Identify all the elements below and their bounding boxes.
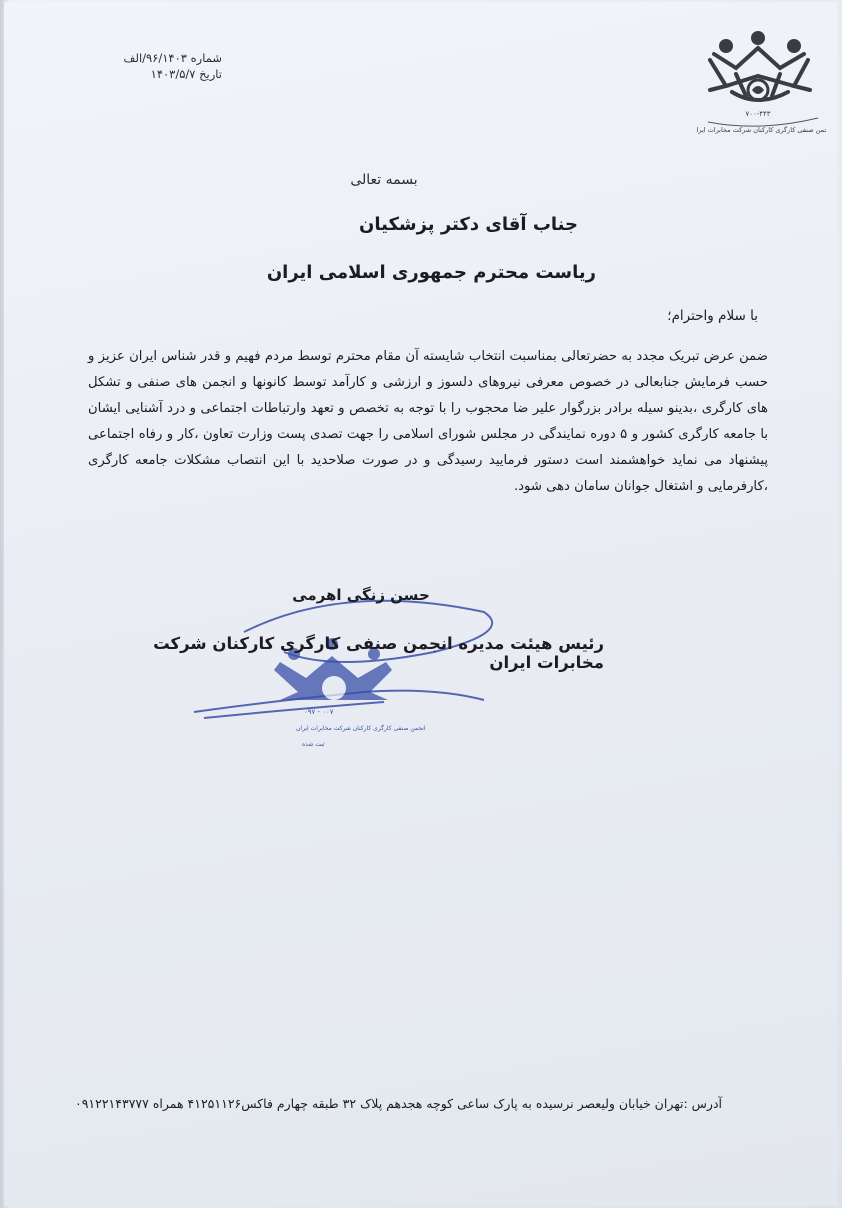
signer-title: رئیس هیئت مدیره انجمن صنفی کارگری کارکنان شرکت مخابرات ایران xyxy=(153,634,604,672)
letter-date: تاریخ ۱۴۰۳/۵/۷ xyxy=(150,67,222,81)
svg-text:انجمن صنفی کارگری کارکنان شرکت: انجمن صنفی کارگری کارکنان شرکت مخابرات ایران xyxy=(296,725,426,732)
greeting: با سلام واحترام؛ xyxy=(667,308,758,324)
union-emblem-icon xyxy=(696,30,826,158)
logo-caption: انجمن صنفی کارگری کارکنان شرکت مخابرات ایران xyxy=(696,126,826,134)
addressee-name: جناب آقای دکتر پزشکیان xyxy=(358,214,578,235)
official-stamp-icon xyxy=(184,592,514,762)
letter-page xyxy=(4,2,838,1206)
svg-text:ثبت شده: ثبت شده xyxy=(302,741,325,748)
letter-number: شماره ۹۶/۱۴۰۳/الف xyxy=(123,51,222,65)
signer-name: حسن زنگی اهرمی xyxy=(292,586,430,604)
bismillah: بسمه تعالی xyxy=(350,172,418,188)
footer-address: آدرس :تهران خیابان ولیعصر نرسیده به پارک ساعی کوچه هجدهم پلاک ۳۲ طبقه چهارم فاکس۴۱۲۵۱۱۲۶ همراه ۰۹۱۲۲۱۴۳۷۷۷ xyxy=(74,1096,722,1111)
svg-text:۷۰۰-۴۴۳: ۷۰۰-۴۴۳ xyxy=(745,110,771,118)
reference-block xyxy=(112,50,222,82)
letter-body: ضمن عرض تبریک مجدد به حضرتعالی بمناسبت انتخاب شایسته آن مقام محترم توسط مردم فهیم و قدر شناس ایران عزیز و حسب فرمایش جنابعالی در خصوص معرفی نیروهای دلسوز و ارزشی و کارآمد توسط کانونها و انجمن های صنفی و تشکل های کارگری ،بدینو سیله برادر بزرگوار علیر ضا محجوب را با توجه به تخصص و تعهد وارتباطات اجتماعی و درد آشنایی ایشان با جامعه کارگری کشور و ۵ دوره نمایندگی در مجلس شورای اسلامی را جهت تصدی پست وزارت تعاون ،کار و رفاه اجتماعی پیشنهاد می نماید خواهشمند است دستور فرمایید رسیدگی و در صورت صلاحدید با این انتصاب مشکلات جامعه کارگری ،کارفرمایی و اشتغال جوانان سامان دهی شود. xyxy=(88,349,769,494)
addressee-position: ریاست محترم جمهوری اسلامی ایران xyxy=(266,262,596,283)
svg-text:۰۹۷ - ۰۰۷: ۰۹۷ - ۰۰۷ xyxy=(304,708,334,716)
